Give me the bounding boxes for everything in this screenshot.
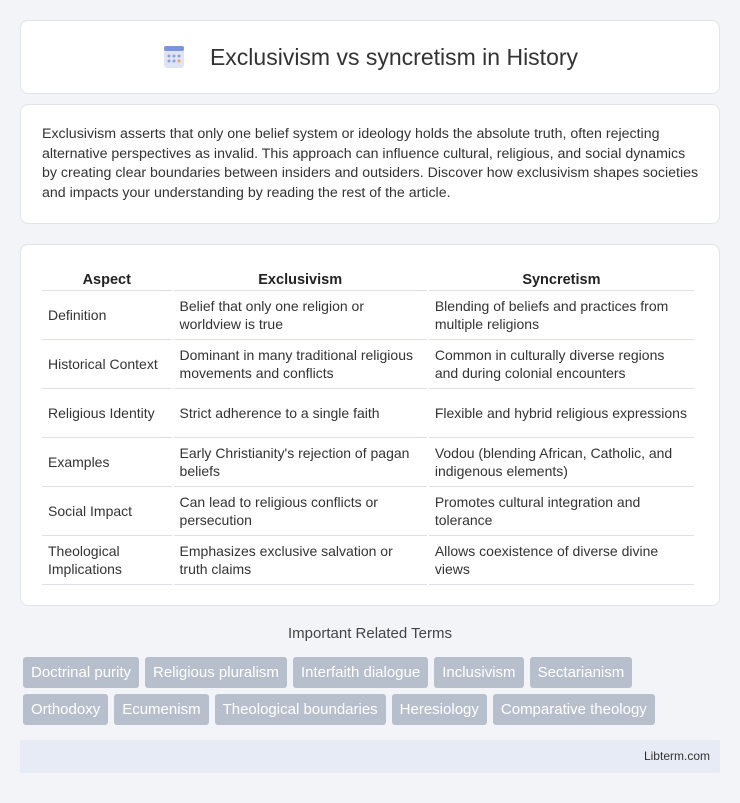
- table-cell: Belief that only one religion or worldview is true: [174, 290, 427, 339]
- term-tag[interactable]: Religious pluralism: [145, 657, 287, 688]
- term-tag[interactable]: Orthodoxy: [23, 694, 108, 725]
- table-cell: Blending of beliefs and practices from multiple religions: [429, 290, 694, 339]
- header-exclusivism: Exclusivism: [258, 272, 343, 288]
- table-row: [42, 388, 694, 437]
- title-card: [20, 20, 720, 94]
- header-aspect: Aspect: [82, 272, 131, 288]
- term-tag[interactable]: Heresiology: [392, 694, 487, 725]
- table-cell: Dominant in many traditional religious movements and conflicts: [174, 339, 427, 388]
- table-cell: Historical Context: [42, 339, 172, 388]
- table-cell: Common in culturally diverse regions and during colonial encounters: [429, 339, 694, 388]
- table-cell: Allows coexistence of diverse divine views: [429, 535, 694, 585]
- table-row: [42, 486, 694, 535]
- table-header-row: [42, 266, 694, 290]
- related-terms-title: Important Related Terms: [288, 625, 452, 642]
- page-title: Exclusivism vs syncretism in History: [209, 43, 579, 70]
- term-tag[interactable]: Doctrinal purity: [23, 657, 139, 688]
- table-cell: Strict adherence to a single faith: [174, 388, 427, 437]
- table-row: [42, 339, 694, 388]
- table-cell: Flexible and hybrid religious expressions: [429, 388, 694, 437]
- table-row: [42, 290, 694, 339]
- intro-card: [20, 104, 720, 224]
- table-cell: Can lead to religious conflicts or persecution: [174, 486, 427, 535]
- table-cell: Emphasizes exclusive salvation or truth claims: [174, 535, 427, 585]
- term-tag[interactable]: Sectarianism: [530, 657, 633, 688]
- comparison-table: [40, 266, 696, 585]
- table-row: [42, 437, 694, 486]
- header-syncretism: Syncretism: [522, 272, 601, 288]
- table-row: [42, 535, 694, 585]
- term-tag[interactable]: Interfaith dialogue: [293, 657, 428, 688]
- table-cell: Social Impact: [42, 486, 172, 535]
- term-tag[interactable]: Ecumenism: [114, 694, 208, 725]
- table-cell: Definition: [42, 290, 172, 339]
- table-cell: Religious Identity: [42, 388, 172, 437]
- table-cell: Theological Implications: [42, 535, 172, 585]
- intro-text: Exclusivism asserts that only one belief system or ideology holds the absolute truth, often rejecting alternative perspectives as invalid. This approach can influence cultural, religious, and social dynamics by creating clear boundaries between insiders and outsiders. Discover how exclusivism shapes societies and impacts your understanding by reading the rest of the article.: [42, 126, 699, 201]
- term-tag[interactable]: Theological boundaries: [215, 694, 386, 725]
- table-cell: Vodou (blending African, Catholic, and indigenous elements): [429, 437, 694, 486]
- document-grid-icon: [162, 45, 186, 69]
- footer-site-link[interactable]: Libterm.com: [643, 749, 710, 763]
- comparison-card: [20, 244, 720, 606]
- table-cell: Promotes cultural integration and tolerance: [429, 486, 694, 535]
- table-cell: Early Christianity's rejection of pagan beliefs: [174, 437, 427, 486]
- related-terms-list: [23, 657, 723, 731]
- table-cell: Examples: [42, 437, 172, 486]
- term-tag[interactable]: Comparative theology: [493, 694, 655, 725]
- term-tag[interactable]: Inclusivism: [434, 657, 523, 688]
- footer: [20, 740, 720, 773]
